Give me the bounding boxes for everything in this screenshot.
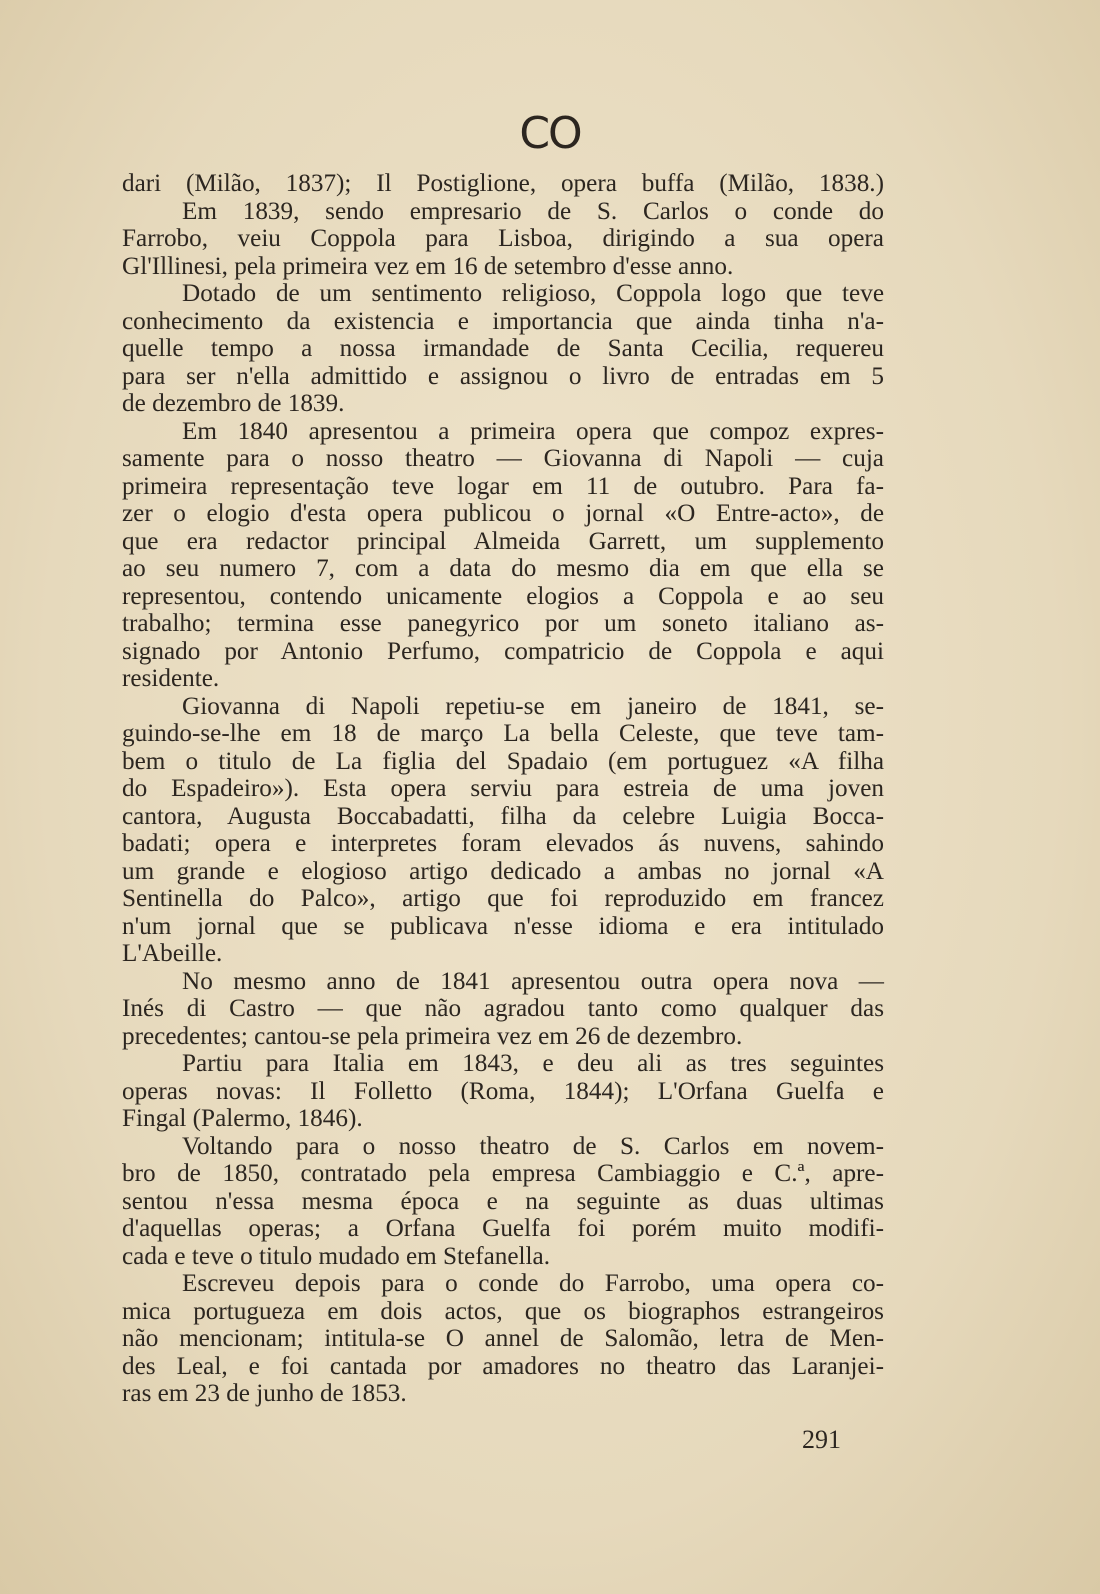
text-line: Partiu para Italia em 1843, e deu ali as tres seguintes: [182, 1050, 884, 1077]
text-line: Fingal (Palermo, 1846).: [122, 1105, 363, 1132]
page-number: 291: [802, 1425, 841, 1454]
text-line: residente.: [122, 665, 220, 692]
text-line: n'um jornal que se publicava n'esse idioma e era intitulado: [122, 912, 884, 940]
text-line: Giovanna di Napoli repetiu-se em janeiro de 1841, se-: [182, 692, 884, 720]
text-line: bem o titulo de La figlia del Spadaio (em portuguez «A filha: [122, 747, 884, 775]
text-line: dari (Milão, 1837); Il Postiglione, opera buffa (Milão, 1838.): [122, 170, 884, 197]
text-line: não mencionam; intitula-se O annel de Salomão, letra de Men-: [122, 1325, 884, 1352]
text-line: que era redactor principal Almeida Garrett, um supplemento: [122, 527, 884, 555]
text-line: Voltando para o nosso theatro de S. Carlos em novem-: [182, 1132, 884, 1160]
text-line: ras em 23 de junho de 1853.: [122, 1380, 407, 1407]
text-line: mica portugueza em dois actos, que os biographos estrangeiros: [122, 1297, 884, 1325]
text-line: No mesmo anno de 1841 apresentou outra opera nova —: [182, 967, 884, 995]
text-line: de dezembro de 1839.: [122, 390, 345, 417]
running-head: CO: [519, 108, 581, 159]
text-line: sentou n'essa mesma época e na seguinte as duas ultimas: [122, 1187, 884, 1215]
text-line: des Leal, e foi cantada por amadores no theatro das Laranjei-: [122, 1352, 884, 1380]
text-line: Em 1839, sendo empresario de S. Carlos o conde do: [182, 197, 884, 225]
text-line: guindo-se-lhe em 18 de março La bella Celeste, que teve tam-: [122, 720, 884, 747]
text-line: ao seu numero 7, com a data do mesmo dia em que ella se: [122, 555, 884, 582]
text-line: cantora, Augusta Boccabadatti, filha da celebre Luigia Bocca-: [122, 802, 884, 830]
text-line: para ser n'ella admittido e assignou o livro de entradas em 5: [122, 362, 884, 390]
text-line: L'Abeille.: [122, 940, 223, 967]
text-line: Escreveu depois para o conde do Farrobo, uma opera co-: [182, 1270, 884, 1297]
text-line: Dotado de um sentimento religioso, Coppola logo que teve: [182, 280, 884, 307]
text-line: d'aquellas operas; a Orfana Guelfa foi porém muito modifi-: [122, 1215, 884, 1242]
text-line: Gl'Illinesi, pela primeira vez em 16 de setembro d'esse anno.: [122, 252, 734, 280]
text-line: badati; opera e interpretes foram elevados ás nuvens, sahindo: [122, 830, 884, 857]
text-line: do Espadeiro»). Esta opera serviu para estreia de uma joven: [122, 775, 884, 802]
text-line: operas novas: Il Folletto (Roma, 1844); L'Orfana Guelfa e: [122, 1077, 884, 1105]
text-line: zer o elogio d'esta opera publicou o jornal «O Entre-acto», de: [122, 500, 884, 527]
text-line: bro de 1850, contratado pela empresa Cambiaggio e C.ª, apre-: [122, 1160, 884, 1187]
text-line: Sentinella do Palco», artigo que foi reproduzido em francez: [122, 885, 884, 912]
text-line: primeira representação teve logar em 11 de outubro. Para fa-: [122, 472, 884, 500]
text-line: samente para o nosso theatro — Giovanna di Napoli — cuja: [122, 445, 884, 472]
text-line: Farrobo, veiu Coppola para Lisboa, dirigindo a sua opera: [122, 225, 884, 252]
text-line: cada e teve o titulo mudado em Stefanella.: [122, 1242, 551, 1270]
text-line: signado por Antonio Perfumo, compatricio de Coppola e aqui: [122, 637, 884, 665]
text-line: quelle tempo a nossa irmandade de Santa Cecilia, requereu: [122, 335, 884, 362]
text-line: trabalho; termina esse panegyrico por um soneto italiano as-: [122, 610, 884, 637]
body-text: [122, 170, 884, 1408]
text-line: Em 1840 apresentou a primeira opera que compoz expres-: [182, 417, 884, 445]
text-line: um grande e elogioso artigo dedicado a ambas no jornal «A: [122, 857, 884, 885]
text-line: precedentes; cantou-se pela primeira vez em 26 de dezembro.: [122, 1022, 743, 1050]
text-line: conhecimento da existencia e importancia que ainda tinha n'a-: [122, 307, 884, 335]
text-line: Inés di Castro — que não agradou tanto como qualquer das: [122, 995, 884, 1022]
text-line: representou, contendo unicamente elogios a Coppola e ao seu: [122, 582, 884, 610]
